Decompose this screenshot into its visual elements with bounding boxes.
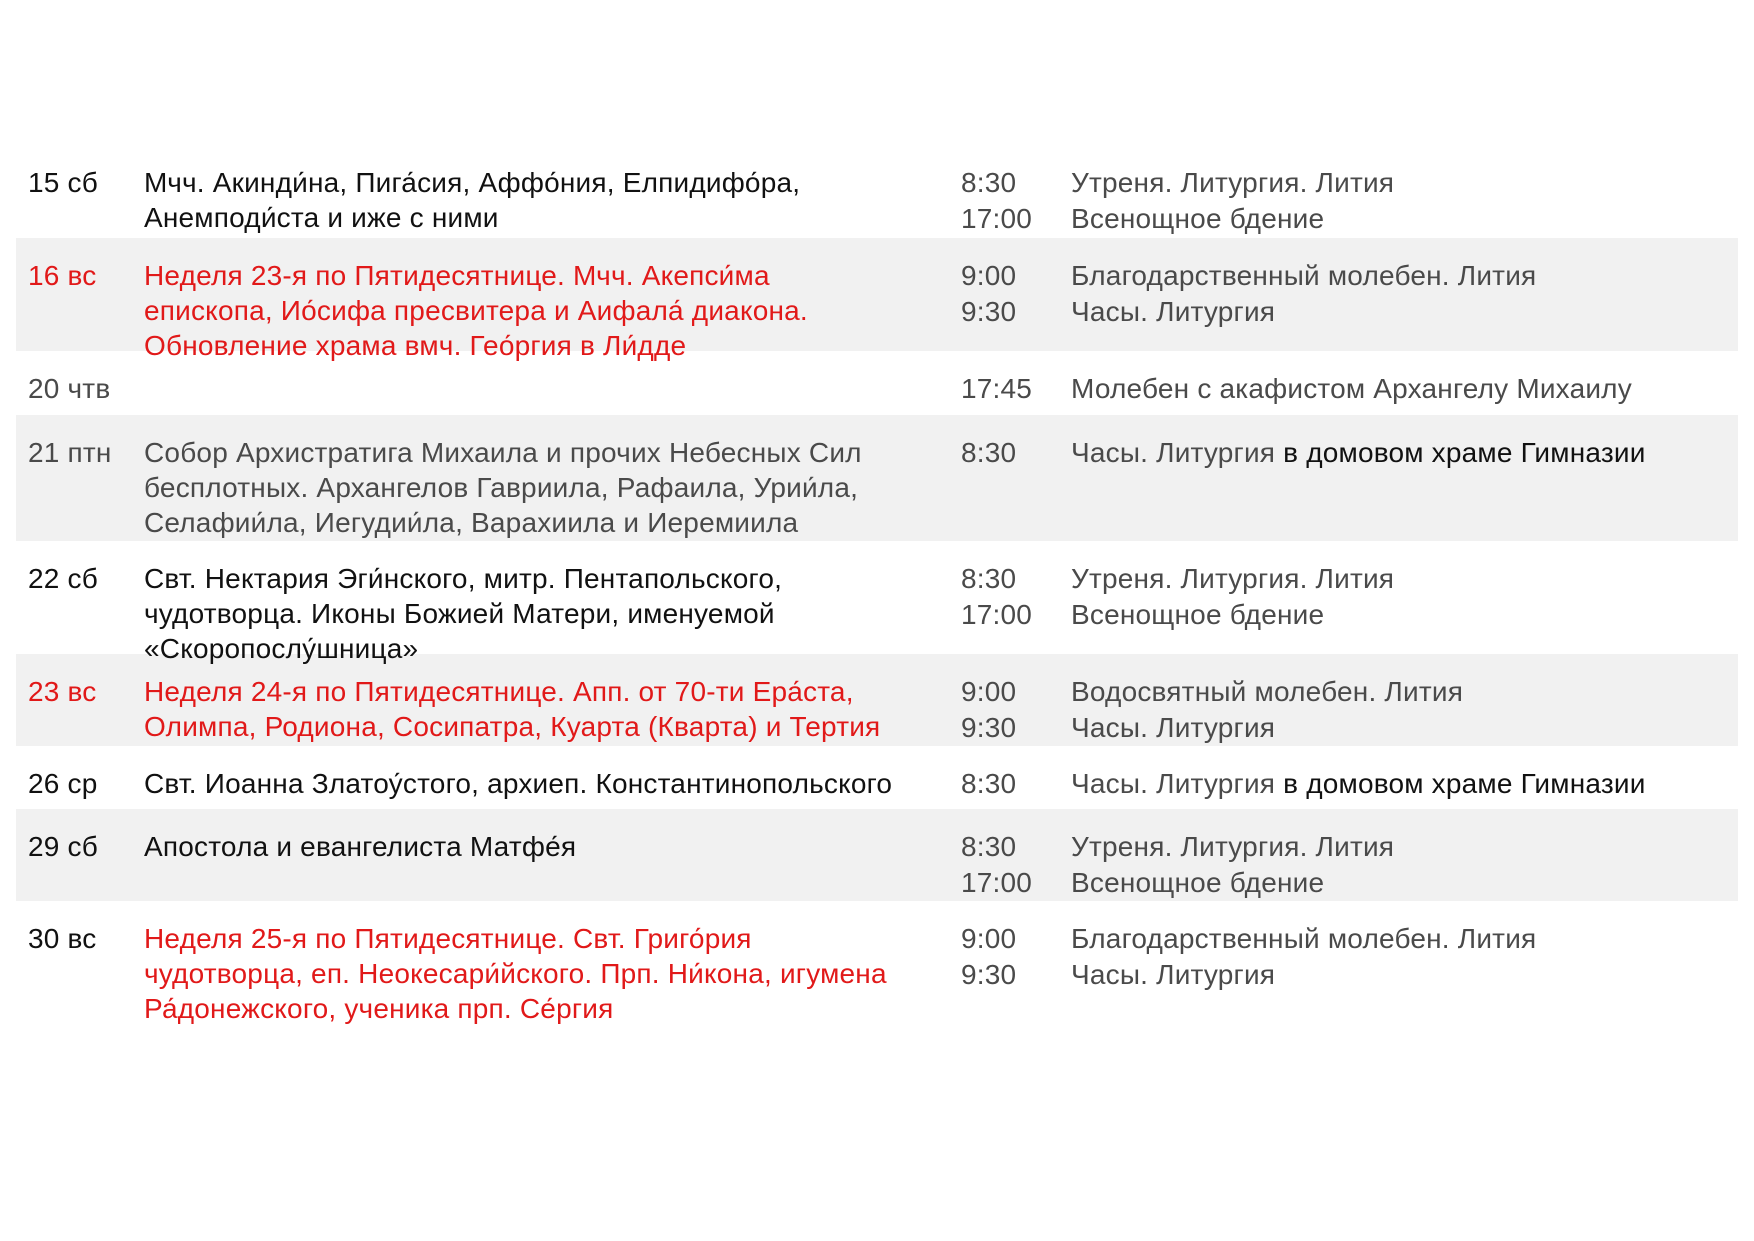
row-title bbox=[141, 829, 960, 891]
row-services bbox=[1068, 258, 1738, 341]
service-name bbox=[1071, 435, 1738, 471]
schedule-row bbox=[16, 809, 1738, 901]
row-title bbox=[141, 371, 960, 405]
service-name: Часы. Литургия bbox=[1071, 296, 1276, 327]
title-line: Свт. Нектария Эги́нского, митр. Пентапольского, bbox=[144, 563, 783, 594]
row-title bbox=[141, 674, 960, 742]
schedule-row bbox=[16, 901, 1738, 1024]
service-time: 17:45 bbox=[961, 373, 1033, 404]
row-services bbox=[1068, 766, 1738, 799]
service-time: 17:00 bbox=[961, 867, 1033, 898]
row-title bbox=[141, 165, 960, 233]
row-date: 23 вс bbox=[28, 676, 97, 707]
title-line: Ра́донежского, ученика прп. Се́ргия bbox=[144, 993, 614, 1024]
title-line: Свт. Иоанна Златоу́стого, архиеп. Константинопольского bbox=[144, 768, 893, 799]
row-date: 20 чтв bbox=[28, 373, 111, 404]
schedule-row bbox=[16, 145, 1738, 238]
title-line: «Скоропослу́шница» bbox=[144, 633, 419, 664]
row-date: 21 птн bbox=[28, 437, 112, 468]
row-services bbox=[1068, 371, 1738, 405]
service-time: 9:00 bbox=[961, 676, 1017, 707]
service-time: 9:00 bbox=[961, 260, 1017, 291]
schedule-row bbox=[16, 415, 1738, 541]
row-times bbox=[960, 165, 1068, 234]
title-line: епископа, Ио́сифа пресвитера и Аифала́ диакона. bbox=[144, 295, 808, 326]
service-location: в домовом храме Гимназии bbox=[1275, 768, 1646, 799]
row-times bbox=[960, 829, 1068, 898]
service-name: Утреня. Литургия. Лития bbox=[1071, 831, 1395, 862]
row-services bbox=[1068, 561, 1738, 644]
service-name bbox=[1071, 766, 1738, 802]
service-name: Часы. Литургия bbox=[1071, 959, 1276, 990]
service-name: Водосвятный молебен. Лития bbox=[1071, 676, 1464, 707]
service-time: 17:00 bbox=[961, 203, 1033, 234]
row-title bbox=[141, 561, 960, 664]
row-times bbox=[960, 674, 1068, 743]
service-name: Утреня. Литургия. Лития bbox=[1071, 167, 1395, 198]
row-title bbox=[141, 435, 960, 538]
service-time: 8:30 bbox=[961, 831, 1017, 862]
row-services bbox=[1068, 674, 1738, 743]
schedule-row bbox=[16, 238, 1738, 361]
service-name: Благодарственный молебен. Лития bbox=[1071, 260, 1537, 291]
service-time: 17:00 bbox=[961, 599, 1033, 630]
row-date: 30 вс bbox=[28, 923, 97, 954]
title-line: Неделя 23-я по Пятидесятнице. Мчч. Акепси́ма bbox=[144, 260, 770, 291]
service-time: 8:30 bbox=[961, 167, 1017, 198]
row-date: 22 сб bbox=[28, 563, 98, 594]
schedule-row bbox=[16, 654, 1738, 746]
schedule-table bbox=[16, 145, 1738, 1024]
row-times bbox=[960, 371, 1068, 405]
schedule-row bbox=[16, 541, 1738, 664]
row-services bbox=[1068, 435, 1738, 531]
service-time: 9:30 bbox=[961, 712, 1017, 743]
row-times bbox=[960, 766, 1068, 799]
title-line: Апостола и евангелиста Матфе́я bbox=[144, 831, 577, 862]
title-line: Олимпа, Родиона, Сосипатра, Куарта (Кварта) и Тертия bbox=[144, 711, 881, 742]
title-line: Неделя 25-я по Пятидесятнице. Свт. Григо́рия bbox=[144, 923, 752, 954]
service-time: 8:30 bbox=[961, 563, 1017, 594]
title-line: Неделя 24-я по Пятидесятнице. Апп. от 70-ти Ера́ста, bbox=[144, 676, 854, 707]
row-services bbox=[1068, 829, 1738, 898]
service-name: Молебен с акафистом Архангелу Михаилу bbox=[1071, 373, 1632, 404]
row-times bbox=[960, 435, 1068, 531]
row-date: 26 ср bbox=[28, 768, 98, 799]
row-title bbox=[141, 921, 960, 1024]
service-name-text: Часы. Литургия bbox=[1071, 768, 1276, 799]
service-time: 8:30 bbox=[961, 437, 1017, 468]
service-name: Всенощное бдение bbox=[1071, 599, 1325, 630]
service-name-text: Часы. Литургия bbox=[1071, 437, 1276, 468]
service-name: Благодарственный молебен. Лития bbox=[1071, 923, 1537, 954]
title-line: Обновление храма вмч. Гео́ргия в Ли́дде bbox=[144, 330, 687, 361]
row-date: 29 сб bbox=[28, 831, 98, 862]
row-date: 16 вс bbox=[28, 260, 97, 291]
service-name: Всенощное бдение bbox=[1071, 203, 1325, 234]
row-services bbox=[1068, 165, 1738, 234]
row-times bbox=[960, 258, 1068, 341]
title-line: Селафии́ла, Иегудии́ла, Варахиила и Иеремиила bbox=[144, 507, 799, 538]
schedule-row bbox=[16, 746, 1738, 809]
row-title bbox=[141, 258, 960, 361]
service-name: Всенощное бдение bbox=[1071, 867, 1325, 898]
row-services bbox=[1068, 921, 1738, 1004]
service-name: Часы. Литургия bbox=[1071, 712, 1276, 743]
service-location: в домовом храме Гимназии bbox=[1275, 437, 1646, 468]
title-line: чудотворца. Иконы Божией Матери, именуемой bbox=[144, 598, 775, 629]
row-date: 15 сб bbox=[28, 167, 98, 198]
service-time: 9:30 bbox=[961, 296, 1017, 327]
service-time: 9:00 bbox=[961, 923, 1017, 954]
service-time: 8:30 bbox=[961, 768, 1017, 799]
row-times bbox=[960, 921, 1068, 1004]
service-name: Утреня. Литургия. Лития bbox=[1071, 563, 1395, 594]
title-line: Собор Архистратига Михаила и прочих Небесных Сил bbox=[144, 437, 862, 468]
title-line: чудотворца, еп. Неокесари́йского. Прп. Ни́кона, игумена bbox=[144, 958, 887, 989]
title-line: Анемподи́ста и иже с ними bbox=[144, 202, 499, 233]
title-line: Мчч. Акинди́на, Пига́сия, Аффо́ния, Елпидифо́ра, bbox=[144, 167, 801, 198]
service-time: 9:30 bbox=[961, 959, 1017, 990]
title-line: бесплотных. Архангелов Гавриила, Рафаила, Урии́ла, bbox=[144, 472, 859, 503]
row-title bbox=[141, 766, 960, 799]
row-times bbox=[960, 561, 1068, 644]
